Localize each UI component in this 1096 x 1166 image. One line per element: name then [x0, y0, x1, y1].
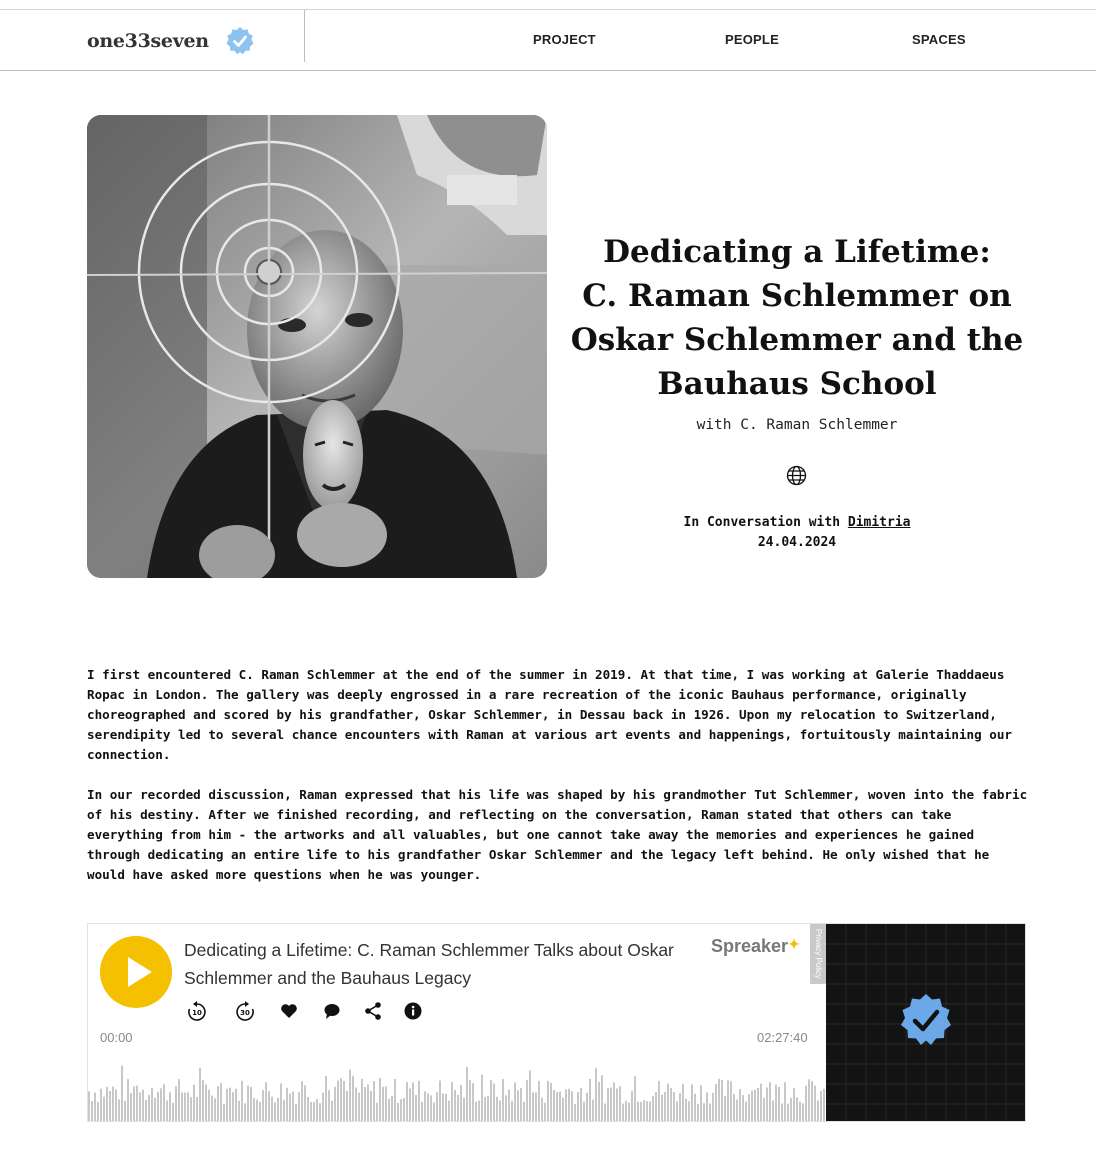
- waveform-bar: [778, 1087, 780, 1122]
- waveform-bar: [295, 1104, 297, 1122]
- waveform-bar: [508, 1090, 510, 1122]
- waveform-bar: [781, 1104, 783, 1122]
- rewind-label: 10: [192, 1009, 202, 1017]
- waveform-bar: [325, 1076, 327, 1122]
- waveform-bar: [667, 1084, 669, 1122]
- waveform-bar: [103, 1097, 105, 1122]
- waveform-bar: [127, 1079, 129, 1122]
- waveform-bar: [754, 1090, 756, 1122]
- star-icon: ✦: [788, 936, 800, 952]
- waveform-bar: [166, 1100, 168, 1122]
- waveform-bar: [478, 1101, 480, 1122]
- waveform-bar: [604, 1103, 606, 1122]
- waveform-bar: [172, 1103, 174, 1122]
- waveform-bar: [115, 1089, 117, 1122]
- waveform-bar: [196, 1097, 198, 1122]
- waveform-bar: [472, 1083, 474, 1122]
- waveform-bar: [304, 1085, 306, 1122]
- waveform-bar: [136, 1086, 138, 1122]
- waveform-bar: [583, 1102, 585, 1122]
- duration: 02:27:40: [757, 1030, 808, 1045]
- waveform-bar: [475, 1102, 477, 1122]
- waveform-bar: [298, 1092, 300, 1122]
- waveform-bar: [733, 1094, 735, 1122]
- spreaker-logo[interactable]: [711, 936, 800, 957]
- waveform-bar: [571, 1091, 573, 1122]
- waveform-bar: [763, 1098, 765, 1122]
- waveform-bar: [142, 1090, 144, 1122]
- waveform-bar: [226, 1089, 228, 1122]
- waveform-bar: [562, 1098, 564, 1122]
- waveform-bar: [268, 1091, 270, 1122]
- waveform-bar: [307, 1097, 309, 1122]
- waveform-bar: [445, 1094, 447, 1122]
- waveform-bar: [406, 1082, 408, 1122]
- title-line: Oskar Schlemmer and the: [570, 322, 1024, 358]
- waveform-bar: [289, 1094, 291, 1122]
- waveform-bar: [160, 1088, 162, 1122]
- waveform-bar: [352, 1076, 354, 1122]
- waveform-bar: [148, 1095, 150, 1122]
- waveform-bar: [595, 1068, 597, 1122]
- waveform-bar: [664, 1092, 666, 1122]
- waveform-bar: [493, 1083, 495, 1122]
- waveform-bar: [301, 1081, 303, 1122]
- waveform-bar: [229, 1088, 231, 1122]
- waveform-bar: [706, 1092, 708, 1122]
- waveform-bar: [526, 1080, 528, 1122]
- verified-badge-icon: [225, 26, 255, 56]
- waveform-bar: [580, 1088, 582, 1122]
- waveform-bar: [646, 1101, 648, 1122]
- waveform-bar: [637, 1102, 639, 1122]
- waveform-bar: [742, 1095, 744, 1122]
- episode-cover: [826, 924, 1026, 1122]
- waveform-bar: [427, 1094, 429, 1122]
- nav-spaces[interactable]: SPACES: [912, 32, 966, 47]
- waveform-bar: [640, 1102, 642, 1122]
- waveform-bar: [550, 1083, 552, 1122]
- waveform-bar: [385, 1086, 387, 1122]
- waveform-bar: [805, 1086, 807, 1122]
- play-button[interactable]: [100, 936, 172, 1008]
- waveform-bar: [691, 1084, 693, 1122]
- waveform-bar: [532, 1092, 534, 1122]
- waveform-bar: [337, 1080, 339, 1122]
- waveform-bar: [361, 1079, 363, 1122]
- waveform-bar: [796, 1097, 798, 1122]
- podcast-player: [87, 923, 1026, 1122]
- waveform-bar: [187, 1092, 189, 1122]
- waveform-bar: [802, 1103, 804, 1122]
- waveform-bar: [214, 1098, 216, 1122]
- article-date: 24.04.2024: [757, 535, 837, 550]
- waveform-bar: [628, 1103, 630, 1122]
- waveform-bar: [259, 1102, 261, 1122]
- waveform-bar: [391, 1096, 393, 1122]
- waveform-bar: [769, 1082, 771, 1122]
- waveform-bar: [517, 1090, 519, 1122]
- waveform-bar: [766, 1088, 768, 1122]
- waveform-bar: [208, 1090, 210, 1122]
- waveform-bar: [535, 1093, 537, 1122]
- waveform-bar: [322, 1093, 324, 1122]
- waveform-bar: [688, 1101, 690, 1122]
- waveform-bar: [499, 1101, 501, 1122]
- waveform-bar: [175, 1086, 177, 1122]
- waveform-bar: [679, 1093, 681, 1122]
- waveform-bar: [124, 1101, 126, 1122]
- waveform-bar: [523, 1102, 525, 1122]
- waveform-bar: [88, 1091, 90, 1122]
- rewind-10-icon[interactable]: [186, 1000, 208, 1022]
- waveform-bar: [286, 1088, 288, 1122]
- waveform-bar: [649, 1101, 651, 1122]
- waveform-bar: [121, 1066, 123, 1122]
- waveform-bar: [241, 1081, 243, 1122]
- waveform-bar: [382, 1087, 384, 1122]
- waveform-bar: [673, 1092, 675, 1122]
- waveform-bar: [496, 1097, 498, 1122]
- waveform-bar: [460, 1085, 462, 1122]
- article-paragraph: In our recorded discussion, Raman expressed that his life was shaped by his grandmother Tut Schlemmer, woven into the fabric of his destiny. After we finished recording, and reflecting on the conversation, Raman stated that others can take everything from him - the artworks and all valuables, but one cannot take away the memories and experiences he gained through dedicating an entire life to his grandfather Oskar Schlemmer and the legacy left behind. He only wished that he would have asked more questions when he was younger.: [87, 787, 1028, 882]
- waveform-bar: [814, 1086, 816, 1122]
- verified-badge-icon: [901, 994, 951, 1045]
- waveform-bar: [652, 1096, 654, 1122]
- waveform-bar: [592, 1100, 594, 1122]
- waveform-bar: [178, 1079, 180, 1122]
- waveform-bar: [280, 1083, 282, 1122]
- waveform-bar: [451, 1082, 453, 1122]
- waveform-bar: [721, 1080, 723, 1122]
- waveform-bar: [211, 1096, 213, 1122]
- waveform-bar: [565, 1089, 567, 1122]
- waveform-bar: [823, 1089, 825, 1122]
- waveform-bar: [247, 1086, 249, 1122]
- waveform-bar: [631, 1091, 633, 1122]
- forward-30-icon[interactable]: [234, 1000, 256, 1022]
- waveform-bar: [484, 1097, 486, 1122]
- brand-name: Spreaker: [711, 936, 789, 956]
- waveform-bar: [91, 1101, 93, 1122]
- waveform-bar: [514, 1083, 516, 1122]
- waveform-bar: [709, 1104, 711, 1122]
- waveform-bar: [586, 1093, 588, 1122]
- host-link[interactable]: Dimitria: [847, 515, 911, 530]
- nav-people[interactable]: PEOPLE: [725, 32, 779, 47]
- waveform-bar: [676, 1101, 678, 1122]
- waveform-bar: [328, 1090, 330, 1122]
- heart-icon[interactable]: [278, 1000, 300, 1022]
- waveform-bar: [820, 1091, 822, 1122]
- waveform-bar: [775, 1085, 777, 1122]
- waveform-bar: [109, 1091, 111, 1122]
- waveform-bar: [331, 1101, 333, 1122]
- waveform-bar: [544, 1103, 546, 1122]
- waveform-bar: [694, 1094, 696, 1122]
- waveform-bar: [469, 1080, 471, 1122]
- waveform-bar: [712, 1093, 714, 1122]
- waveform-bar: [457, 1095, 459, 1122]
- site-logo[interactable]: one33seven: [87, 30, 209, 52]
- waveform-bar: [319, 1103, 321, 1122]
- waveform-bar: [238, 1101, 240, 1122]
- comment-icon[interactable]: [321, 1000, 343, 1022]
- waveform-bar: [505, 1095, 507, 1122]
- title-line: Bauhaus School: [657, 366, 937, 402]
- waveform-bar: [430, 1095, 432, 1122]
- waveform-bar: [757, 1088, 759, 1122]
- globe-icon[interactable]: [786, 465, 807, 486]
- waveform-bar: [727, 1080, 729, 1122]
- waveform-bar: [655, 1092, 657, 1122]
- waveform-bar: [271, 1097, 273, 1122]
- waveform-bar: [487, 1096, 489, 1122]
- waveform-bar: [790, 1098, 792, 1122]
- waveform-bar: [415, 1095, 417, 1122]
- share-icon[interactable]: [362, 1000, 384, 1022]
- waveform-bar: [139, 1092, 141, 1122]
- waveform-bar: [568, 1089, 570, 1122]
- waveform-bar: [370, 1091, 372, 1122]
- waveform[interactable]: [88, 1056, 826, 1122]
- waveform-bar: [538, 1081, 540, 1122]
- waveform-bar: [553, 1090, 555, 1122]
- waveform-bar: [598, 1082, 600, 1122]
- waveform-bar: [529, 1070, 531, 1122]
- waveform-bar: [490, 1080, 492, 1122]
- waveform-bar: [520, 1088, 522, 1122]
- article-paragraph: I first encountered C. Raman Schlemmer at the end of the summer in 2019. At that time, I was working at Galerie Thaddaeus Ropac in London. The gallery was deeply engrossed in a rare recreation of the iconic Bauhaus performance, originally choreographed and scored by his grandfather, Oskar Schlemmer, in Dessau back in 1926. Upon my relocation to Switzerland, serendipity led to several chance encounters with Raman at various art events and happenings, fortuitously maintaining our connection.: [87, 667, 1013, 762]
- waveform-bar: [661, 1095, 663, 1122]
- waveform-bar: [700, 1085, 702, 1122]
- waveform-bar: [106, 1087, 108, 1122]
- waveform-bar: [547, 1081, 549, 1122]
- waveform-bar: [718, 1079, 720, 1122]
- waveform-bar: [670, 1088, 672, 1122]
- waveform-bar: [190, 1097, 192, 1122]
- waveform-bar: [100, 1089, 102, 1122]
- waveform-bar: [346, 1091, 348, 1122]
- waveform-bar: [340, 1078, 342, 1122]
- waveform-bar: [184, 1093, 186, 1122]
- header-divider: [304, 10, 305, 62]
- waveform-bar: [772, 1101, 774, 1122]
- waveform-bar: [163, 1084, 165, 1122]
- waveform-bar: [316, 1099, 318, 1122]
- waveform-bar: [436, 1092, 438, 1122]
- waveform-bar: [502, 1079, 504, 1122]
- waveform-bar: [424, 1091, 426, 1122]
- waveform-bar: [730, 1081, 732, 1122]
- waveform-bar: [574, 1104, 576, 1122]
- waveform-bar: [400, 1099, 402, 1122]
- title-line: Dedicating a Lifetime:: [603, 234, 991, 270]
- waveform-bar: [811, 1081, 813, 1122]
- waveform-bar: [808, 1079, 810, 1122]
- waveform-bar: [358, 1093, 360, 1122]
- waveform-bar: [355, 1087, 357, 1122]
- waveform-bar: [751, 1090, 753, 1122]
- waveform-bar: [736, 1100, 738, 1122]
- waveform-bar: [466, 1067, 468, 1122]
- waveform-bar: [601, 1075, 603, 1122]
- article-subtitle: with C. Raman Schlemmer: [696, 417, 898, 433]
- waveform-bar: [397, 1103, 399, 1122]
- waveform-bar: [334, 1087, 336, 1122]
- waveform-bar: [511, 1101, 513, 1122]
- waveform-bar: [373, 1081, 375, 1122]
- waveform-bar: [643, 1100, 645, 1122]
- waveform-bar: [439, 1081, 441, 1122]
- waveform-bar: [274, 1102, 276, 1122]
- waveform-bar: [310, 1102, 312, 1122]
- waveform-bar: [412, 1082, 414, 1122]
- waveform-bar: [697, 1104, 699, 1122]
- waveform-bar: [793, 1088, 795, 1122]
- waveform-bar: [217, 1086, 219, 1122]
- waveform-bar: [421, 1102, 423, 1122]
- waveform-bar: [589, 1079, 591, 1122]
- waveform-bar: [442, 1093, 444, 1122]
- waveform-bar: [685, 1099, 687, 1122]
- waveform-bar: [784, 1082, 786, 1122]
- waveform-bar: [403, 1098, 405, 1122]
- waveform-bar: [94, 1092, 96, 1122]
- waveform-bar: [256, 1100, 258, 1122]
- waveform-bar: [112, 1087, 114, 1122]
- waveform-bar: [250, 1087, 252, 1122]
- waveform-bar: [223, 1104, 225, 1122]
- waveform-bar: [577, 1092, 579, 1122]
- waveform-bar: [682, 1084, 684, 1122]
- privacy-policy-tab[interactable]: Privacy Policy: [810, 924, 826, 984]
- waveform-bar: [283, 1100, 285, 1122]
- waveform-bar: [202, 1080, 204, 1122]
- waveform-bar: [388, 1099, 390, 1122]
- waveform-bar: [616, 1089, 618, 1122]
- waveform-bar: [253, 1098, 255, 1122]
- waveform-bar: [748, 1094, 750, 1122]
- waveform-bar: [97, 1102, 99, 1122]
- waveform-bar: [634, 1076, 636, 1122]
- site-header: [0, 9, 1096, 71]
- waveform-bar: [169, 1092, 171, 1122]
- waveform-bar: [622, 1104, 624, 1122]
- waveform-bar: [619, 1086, 621, 1122]
- waveform-bar: [817, 1101, 819, 1122]
- waveform-bar: [199, 1068, 201, 1122]
- waveform-bar: [151, 1088, 153, 1122]
- waveform-bar: [277, 1098, 279, 1122]
- waveform-bar: [133, 1087, 135, 1122]
- waveform-bar: [157, 1092, 159, 1122]
- waveform-bar: [154, 1098, 156, 1122]
- waveform-bar: [343, 1081, 345, 1122]
- waveform-bar: [541, 1098, 543, 1122]
- waveform-bar: [265, 1082, 267, 1122]
- waveform-bar: [349, 1070, 351, 1122]
- waveform-bar: [205, 1085, 207, 1122]
- waveform-bar: [787, 1104, 789, 1122]
- article-title: [567, 230, 1027, 406]
- waveform-bar: [463, 1098, 465, 1122]
- waveform-bar: [418, 1081, 420, 1122]
- waveform-bar: [235, 1089, 237, 1122]
- waveform-bar: [433, 1102, 435, 1122]
- waveform-bar: [376, 1103, 378, 1122]
- waveform-bar: [556, 1092, 558, 1122]
- info-icon[interactable]: [402, 1000, 424, 1022]
- waveform-bar: [220, 1083, 222, 1122]
- waveform-bar: [379, 1078, 381, 1122]
- waveform-bar: [409, 1088, 411, 1122]
- waveform-bar: [193, 1085, 195, 1122]
- waveform-bar: [364, 1087, 366, 1122]
- waveform-bar: [760, 1084, 762, 1122]
- waveform-bar: [181, 1093, 183, 1122]
- nav-project[interactable]: PROJECT: [533, 32, 596, 47]
- forward-label: 30: [240, 1009, 250, 1017]
- episode-title[interactable]: Dedicating a Lifetime: C. Raman Schlemmer Talks about Oskar Schlemmer and the Bauhaus Legacy: [184, 940, 674, 988]
- waveform-bar: [625, 1101, 627, 1122]
- waveform-bar: [715, 1084, 717, 1122]
- waveform-bar: [745, 1102, 747, 1122]
- waveform-bar: [559, 1091, 561, 1122]
- waveform-bar: [232, 1092, 234, 1122]
- waveform-bar: [313, 1102, 315, 1122]
- conversation-info: [567, 513, 1027, 553]
- waveform-bar: [739, 1089, 741, 1122]
- waveform-bar: [367, 1084, 369, 1122]
- waveform-bar: [394, 1079, 396, 1122]
- waveform-bar: [613, 1082, 615, 1122]
- waveform-bar: [118, 1099, 120, 1122]
- waveform-bar: [610, 1088, 612, 1122]
- waveform-bar: [448, 1101, 450, 1122]
- waveform-bar: [703, 1103, 705, 1122]
- hero-photo: [87, 115, 547, 578]
- waveform-bar: [145, 1100, 147, 1122]
- waveform-bar: [724, 1096, 726, 1122]
- waveform-bar: [799, 1102, 801, 1122]
- waveform-bar: [481, 1075, 483, 1122]
- waveform-bar: [607, 1088, 609, 1122]
- waveform-bar: [262, 1090, 264, 1122]
- waveform-bar: [658, 1081, 660, 1122]
- title-line: C. Raman Schlemmer on: [582, 278, 1012, 314]
- waveform-bar: [244, 1103, 246, 1122]
- conversation-prefix: In Conversation with: [683, 515, 841, 530]
- current-time: 00:00: [100, 1030, 133, 1045]
- waveform-bar: [292, 1092, 294, 1122]
- waveform-bar: [130, 1093, 132, 1122]
- waveform-bar: [454, 1090, 456, 1122]
